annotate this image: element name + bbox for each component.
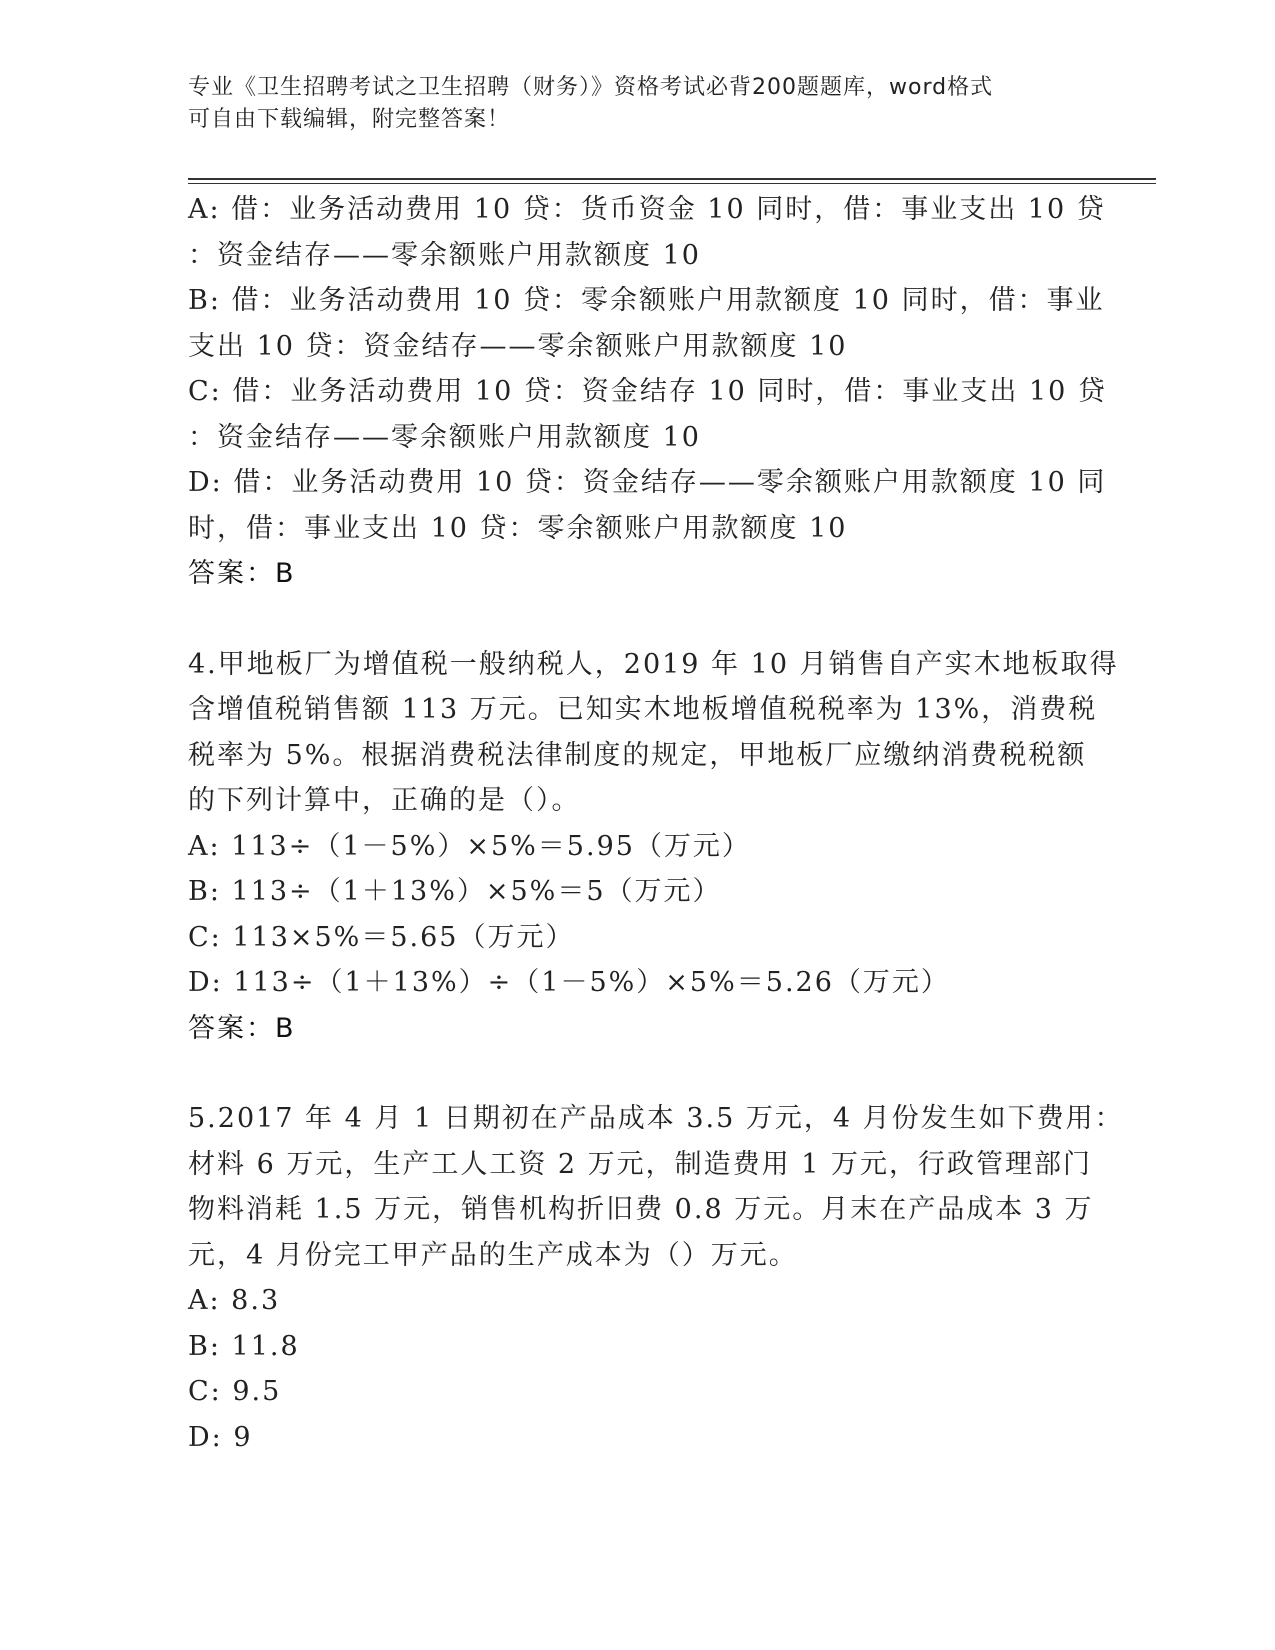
- q3-option-c-line-1: C: 借：业务活动费用 10 贷：资金结存 10 同时，借：事业支出 10 贷: [188, 376, 1107, 407]
- q4-option-b: B: 113÷（1＋13%）×5%＝5（万元）: [188, 876, 722, 907]
- q4-option-d: D: 113÷（1＋13%）÷（1－5%）×5%＝5.26（万元）: [188, 967, 950, 998]
- question-4: [188, 642, 1119, 1052]
- q3-option-d-line-2: 时，借：事业支出 10 贷：零余额账户用款额度 10: [188, 512, 848, 544]
- q3-option-a-line-1: A: 借：业务活动费用 10 贷：货币资金 10 同时，借：事业支出 10 贷: [188, 194, 1106, 225]
- q4-answer: 答案：B: [188, 1012, 296, 1044]
- q4-stem-line-4: 的下列计算中，正确的是（）。: [188, 785, 581, 816]
- q5-option-a: A: 8.3: [188, 1285, 281, 1316]
- q5-option-b: B: 11.8: [188, 1330, 300, 1362]
- spacer: [188, 1051, 1088, 1096]
- header-divider-thick: [188, 178, 1156, 180]
- q3-answer: 答案：B: [188, 558, 296, 589]
- q5-option-c: C: 9.5: [188, 1376, 282, 1407]
- q3-option-d-line-1: D: 借：业务活动费用 10 贷：资金结存——零余额账户用款额度 10 同: [188, 467, 1107, 498]
- q5-option-d: D: 9: [188, 1421, 253, 1453]
- q5-stem-line-1: 5.2017 年 4 月 1 日期初在产品成本 3.5 万元，4 月份发生如下费用：: [188, 1103, 1124, 1134]
- q3-option-c-line-2: ：资金结存——零余额账户用款额度 10: [188, 421, 701, 453]
- question-5: [188, 1096, 1124, 1460]
- q3-option-b-line-1: B: 借：业务活动费用 10 贷：零余额账户用款额度 10 同时，借：事业: [188, 285, 1105, 316]
- document-body: [188, 187, 1124, 1460]
- q4-stem-line-2: 含增值税销售额 113 万元。已知实木地板增值税税率为 13%，消费税: [188, 694, 1098, 725]
- spacer: [188, 597, 1088, 642]
- q4-stem-line-3: 税率为 5%。根据消费税法律制度的规定，甲地板厂应缴纳消费税税额: [188, 739, 1087, 771]
- header-title-line-1: 专业《卫生招聘考试之卫生招聘（财务）》资格考试必背200题题库，word格式: [188, 75, 994, 100]
- q3-option-b-line-2: 支出 10 贷：资金结存——零余额账户用款额度 10: [188, 330, 848, 362]
- page-header: [188, 72, 1068, 136]
- q5-stem-line-3: 物料消耗 1.5 万元，销售机构折旧费 0.8 万元。月末在产品成本 3 万: [188, 1194, 1094, 1225]
- question-3-options: [188, 187, 1107, 597]
- q5-stem-line-2: 材料 6 万元，生产工人工资 2 万元，制造费用 1 万元，行政管理部门: [188, 1148, 1093, 1180]
- q4-option-a: A: 113÷（1－5%）×5%＝5.95（万元）: [188, 830, 751, 862]
- header-divider-thin: [188, 183, 1156, 184]
- q4-option-c: C: 113×5%＝5.65（万元）: [188, 921, 575, 953]
- q4-stem-line-1: 4.甲地板厂为增值税一般纳税人，2019 年 10 月销售自产实木地板取得: [188, 648, 1119, 680]
- header-title-line-2: 可自由下载编辑，附完整答案！: [188, 107, 511, 132]
- q5-stem-line-4: 元，4 月份完工甲产品的生产成本为（）万元。: [188, 1239, 798, 1271]
- q3-option-a-line-2: ：资金结存——零余额账户用款额度 10: [188, 239, 701, 271]
